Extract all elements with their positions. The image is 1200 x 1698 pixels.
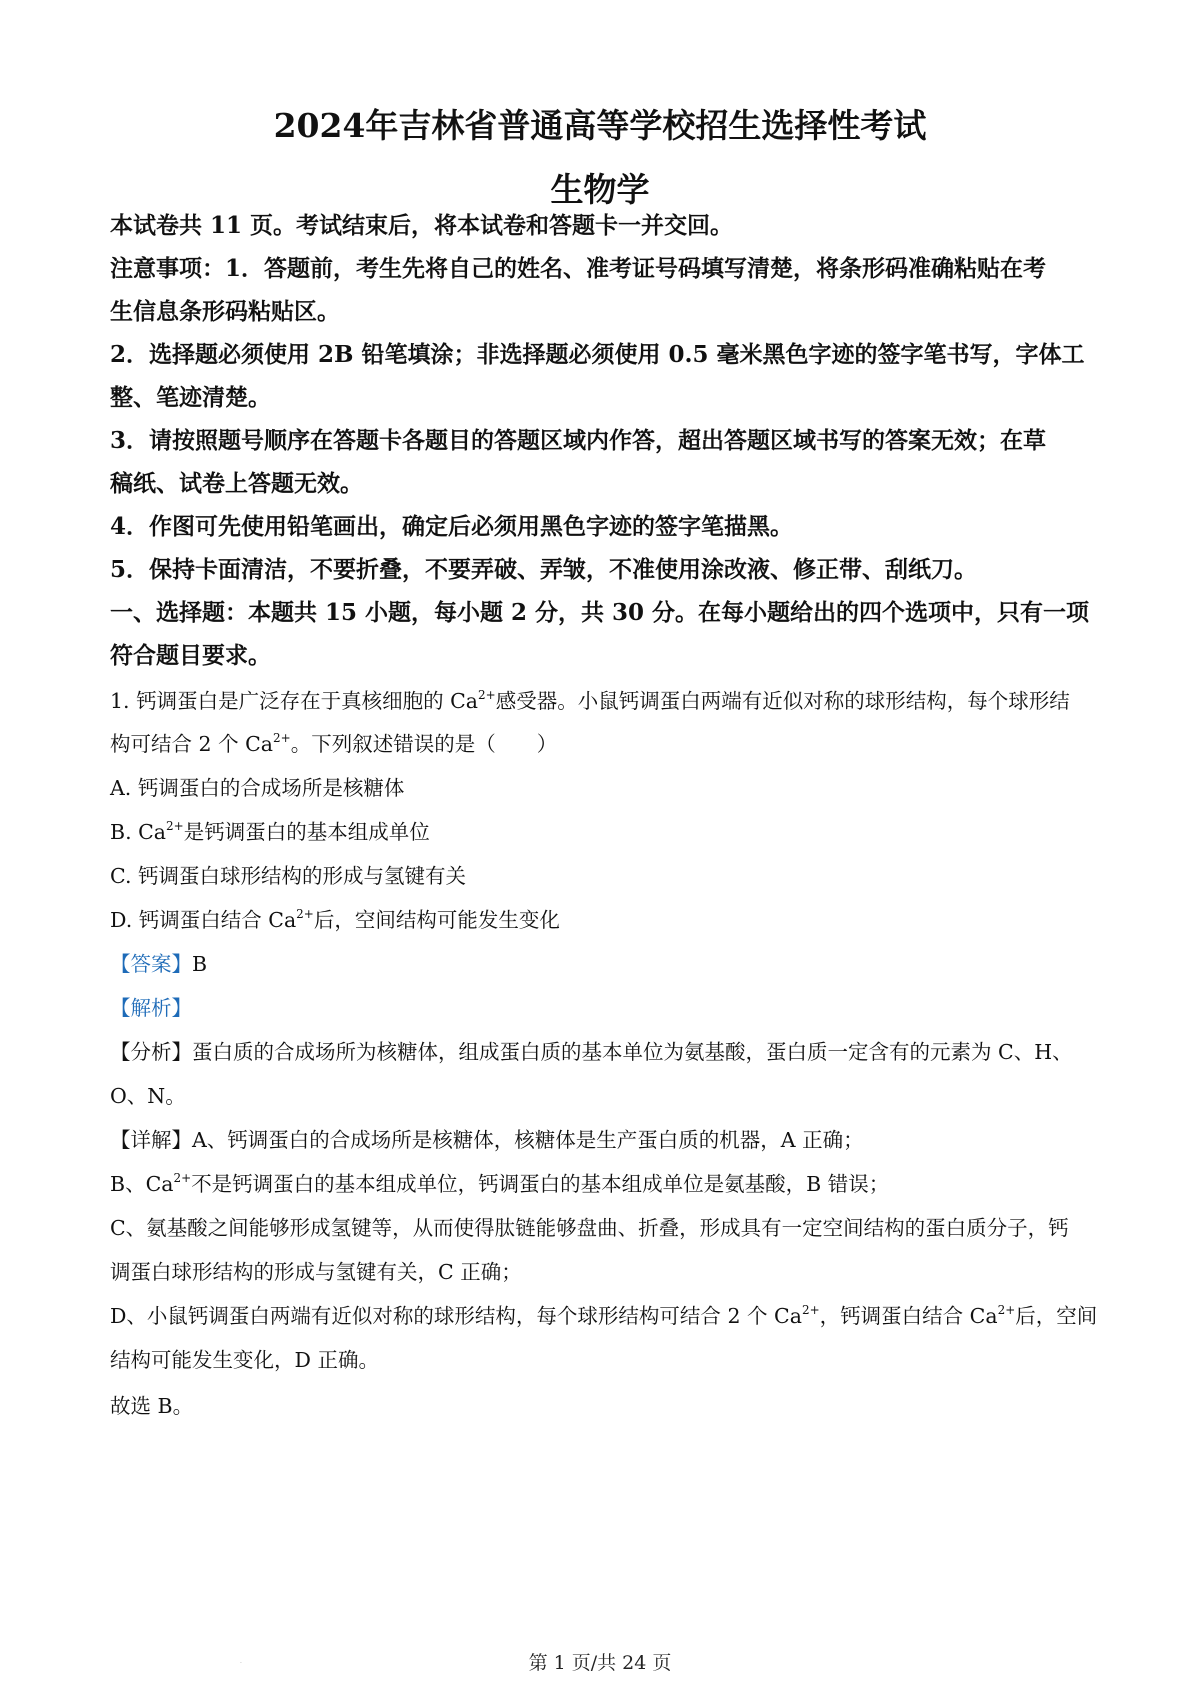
detail-a: 【详解】A、钙调蛋白的合成场所是核糖体，核糖体是生产蛋白质的机器，A 正确； <box>110 1128 864 1152</box>
detail-c-line-2: 调蛋白球形结构的形成与氢键有关，C 正确； <box>110 1260 522 1284</box>
question-stem-line-2 <box>110 728 557 760</box>
stem-text: 感受器。小鼠钙调蛋白两端有近似对称的球形结构，每个球形结 <box>495 689 1070 713</box>
detail-text: D、小鼠钙调蛋白两端有近似对称的球形结构，每个球形结构可结合 2 个 Ca <box>110 1304 802 1328</box>
section-heading-line-2: 符合题目要求。 <box>110 642 271 669</box>
detail-text: B、Ca <box>110 1172 174 1196</box>
exam-title: 2024年吉林省普通高等学校招生选择性考试 <box>273 106 927 145</box>
option-b <box>110 816 430 848</box>
superscript: 2+ <box>296 907 314 921</box>
section-heading-line-1: 一、选择题：本题共 15 小题，每小题 2 分，共 30 分。在每小题给出的四个选项中，只有一项 <box>110 599 1090 626</box>
detail-d-line-1 <box>110 1300 1097 1332</box>
option-c: C. 钙调蛋白球形结构的形成与氢键有关 <box>110 864 466 888</box>
notice-2-line-1: 2．选择题必须使用 2B 铅笔填涂；非选择题必须使用 0.5 毫米黑色字迹的签字笔书写，字体工 <box>110 341 1085 368</box>
conclusion: 故选 B。 <box>110 1394 194 1418</box>
superscript: 2+ <box>801 1303 820 1317</box>
option-text: B. Ca <box>110 820 167 844</box>
detail-text: 不是钙调蛋白的基本组成单位，钙调蛋白的基本组成单位是氨基酸，B 错误； <box>191 1172 890 1196</box>
page-footer: 第 1 页/共 24 页 <box>528 1652 672 1674</box>
superscript: 2+ <box>273 731 291 745</box>
notice-2-line-2: 整、笔迹清楚。 <box>110 384 271 411</box>
answer-label: 【答案】 <box>110 952 192 976</box>
fenxi-line-1: 【分析】蛋白质的合成场所为核糖体，组成蛋白质的基本单位为氨基酸，蛋白质一定含有的元素为 C、H、 <box>110 1040 1073 1064</box>
detail-text: ，钙调蛋白结合 Ca <box>819 1304 998 1328</box>
stem-text: 。下列叙述错误的是（ ） <box>290 732 558 756</box>
detail-d-line-2: 结构可能发生变化，D 正确。 <box>110 1348 379 1372</box>
superscript: 2+ <box>173 1171 192 1185</box>
notice-4: 4．作图可先使用铅笔画出，确定后必须用黑色字迹的签字笔描黑。 <box>110 513 794 540</box>
subject-title: 生物学 <box>550 170 650 209</box>
answer-line <box>110 948 207 980</box>
option-text: D. 钙调蛋白结合 Ca <box>110 908 297 932</box>
stem-text: 1. 钙调蛋白是广泛存在于真核细胞的 Ca <box>110 689 478 713</box>
notice-1-line-1: 注意事项：1．答题前，考生先将自己的姓名、准考证号码填写清楚，将条形码准确粘贴在考 <box>110 255 1047 282</box>
superscript: 2+ <box>166 819 184 833</box>
notice-3-line-1: 3．请按照题号顺序在答题卡各题目的答题区域内作答，超出答题区域书写的答案无效；在草 <box>110 427 1047 454</box>
option-a: A. 钙调蛋白的合成场所是核糖体 <box>110 776 405 800</box>
detail-text: 后，空间 <box>1015 1304 1098 1328</box>
notice-3-line-2: 稿纸、试卷上答题无效。 <box>110 470 363 497</box>
detail-c-line-1: C、氨基酸之间能够形成氢键等，从而使得肽链能够盘曲、折叠，形成具有一定空间结构的蛋白质分子，钙 <box>110 1216 1069 1240</box>
scan-speck: · <box>240 1660 242 1667</box>
superscript: 2+ <box>478 688 496 702</box>
option-text: 后，空间结构可能发生变化 <box>313 908 560 932</box>
option-text: 是钙调蛋白的基本组成单位 <box>183 820 430 844</box>
fenxi-line-2: O、N。 <box>110 1084 186 1108</box>
superscript: 2+ <box>997 1303 1016 1317</box>
notice-5: 5．保持卡面清洁，不要折叠，不要弄破、弄皱，不准使用涂改液、修正带、刮纸刀。 <box>110 556 978 583</box>
notice-1-line-2: 生信息条形码粘贴区。 <box>110 298 340 325</box>
answer-value: B <box>192 952 208 976</box>
pages-note: 本试卷共 11 页。考试结束后，将本试卷和答题卡一并交回。 <box>110 212 734 239</box>
analysis-label: 【解析】 <box>110 996 192 1020</box>
question-stem-line-1 <box>110 685 1070 717</box>
option-d <box>110 904 560 936</box>
detail-b <box>110 1168 889 1200</box>
stem-text: 构可结合 2 个 Ca <box>110 732 273 756</box>
